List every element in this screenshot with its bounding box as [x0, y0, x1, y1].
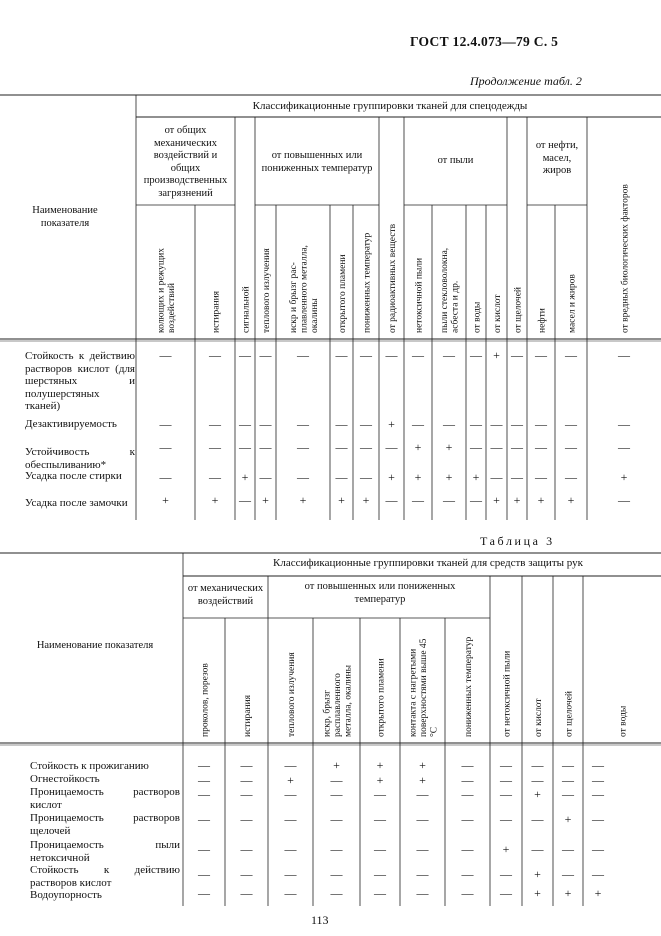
table2-cell: + [445, 470, 453, 484]
table3-cell: — [374, 812, 386, 826]
table2-cell: — [535, 417, 547, 431]
table3-cell: + [502, 842, 510, 856]
table3-cell: — [240, 812, 253, 826]
table3-cell: — [284, 867, 297, 881]
table2-cell: + [493, 348, 500, 362]
table2-cell: — [565, 348, 577, 362]
table2-cell: + [262, 493, 269, 507]
table2-cell: + [414, 440, 422, 454]
table3-cell: — [198, 842, 210, 856]
table3-cell: + [564, 886, 572, 900]
table2-cell: — [209, 440, 221, 454]
table3-cell: — [562, 773, 574, 787]
table2-cell: — [470, 493, 482, 507]
table2-group-header: от общих механических воздействий и общих производственных загрязнений [143, 125, 228, 199]
table3-cell: — [374, 787, 386, 801]
table2-cell: + [241, 470, 249, 484]
table3-cell: — [500, 886, 512, 900]
table3-cell: + [564, 812, 572, 826]
table3-cell: — [531, 758, 544, 772]
table2-row-label: Усадка после стирки [25, 470, 122, 482]
table2-cell: — [239, 493, 251, 507]
table3-cell: + [333, 758, 340, 772]
table2-cell: — [335, 417, 348, 431]
table3-cell: — [284, 886, 297, 900]
table2-cell: — [209, 470, 221, 484]
table3-cell: — [562, 758, 574, 772]
table3-cell: — [461, 886, 474, 900]
table3-column-header: от кислот [533, 698, 544, 737]
table3-cell: — [330, 842, 343, 856]
table2-cell: + [414, 470, 422, 484]
table2-cell: — [385, 440, 398, 454]
table2-column-header: масел и жиров [567, 274, 578, 333]
table2-cell: — [412, 417, 424, 431]
table2-column-header: теплового излучения [261, 248, 272, 333]
table2-column-header: искр и брызг рас-плавленного металла,окалины [288, 245, 320, 333]
table2-cell: — [535, 348, 547, 362]
table3-cell: + [287, 773, 294, 787]
table3-column-header: истирания [242, 694, 253, 737]
table2-cell: — [511, 440, 523, 454]
table3-column-header: от щелочей [564, 690, 575, 737]
table3-cell: — [416, 886, 429, 900]
table2-cell: + [620, 470, 628, 484]
table3-cell: — [416, 867, 429, 881]
table3-row-label: Огнестойкость [30, 773, 100, 785]
table3-group-header: от повышенных или пониженных температур [304, 581, 456, 605]
table2-cell: — [239, 417, 251, 431]
table3-row-label: Водоупорность [30, 889, 102, 901]
table2-column-header: нефти [537, 308, 548, 333]
table2-super-header: Классификационные группировки тканей для спецодежды [252, 100, 528, 112]
table-continuation-label: Продолжение табл. 2 [470, 74, 582, 88]
table3-column-header: открытого пламени [376, 658, 387, 737]
table3-cell: + [419, 773, 426, 787]
table2-cell: — [209, 348, 221, 362]
table3-cell: — [240, 842, 253, 856]
table2-cell: — [490, 440, 503, 454]
table2-cell: — [159, 440, 172, 454]
table3-cell: — [592, 812, 604, 826]
table3-cell: — [461, 787, 474, 801]
table3-cell: — [500, 773, 512, 787]
table2-cell: — [443, 417, 455, 431]
table3-row-label: Стойкость к действию растворов кислот [30, 864, 180, 889]
table3-cell: — [461, 773, 474, 787]
table3-column-header: от нетоксичной пыли [502, 650, 513, 737]
table2-cell: — [360, 470, 372, 484]
table3-cell: + [534, 787, 541, 801]
table3-cell: — [284, 758, 297, 772]
table2-cell: + [362, 493, 370, 507]
table3-cell: — [500, 787, 512, 801]
table3-cell: — [531, 773, 544, 787]
table2-cell: — [209, 417, 221, 431]
table3-super-header: Классификационные группировки тканей для средств защиты рук [273, 557, 583, 569]
table2-column-header: от кислот [492, 294, 503, 333]
table3-cell: — [461, 867, 474, 881]
table2-cell: — [565, 417, 577, 431]
table2-cell: + [388, 470, 395, 484]
table3-cell: + [376, 773, 384, 787]
table3-row-label: Проницаемость растворов кислот [30, 786, 180, 811]
table2-cell: — [618, 348, 630, 362]
table2-cell: — [470, 348, 482, 362]
table2-cell: — [239, 440, 251, 454]
table2-cell: — [159, 417, 172, 431]
table2-cell: — [565, 440, 577, 454]
table3-cell: — [416, 812, 429, 826]
table3-cell: — [240, 758, 253, 772]
table3-cell: — [240, 867, 253, 881]
table3-cell: — [416, 842, 429, 856]
table2-column-header: от вредных биологических факторов [620, 184, 631, 333]
table3-cell: — [531, 812, 544, 826]
table3-column-header: теплового излучения [286, 652, 297, 737]
table2-cell: — [335, 440, 348, 454]
table2-row-label: Устойчивость к обеспыливанию* [25, 446, 135, 471]
table3-cell: — [461, 842, 474, 856]
table3-cell: — [416, 787, 429, 801]
table2-cell: + [299, 493, 307, 507]
table3-cell: — [198, 773, 210, 787]
page-header: ГОСТ 12.4.073—79 С. 5 [410, 34, 559, 49]
table3-cell: — [198, 758, 210, 772]
table3-cell: — [330, 773, 343, 787]
table2-cell: — [297, 470, 309, 484]
table2-cell: — [360, 348, 372, 362]
table2-cell: — [159, 470, 172, 484]
table2-cell: — [535, 440, 547, 454]
table3-cell: — [592, 787, 604, 801]
table3-cell: — [330, 867, 343, 881]
table2-group-header: от пыли [437, 155, 474, 166]
table2-cell: — [490, 417, 503, 431]
table3-group-header: от механических воздействий [187, 583, 264, 607]
table3-cell: — [374, 842, 386, 856]
table3-cell: — [592, 842, 604, 856]
table2-column-header: от щелочей [513, 286, 524, 333]
table2-column-header: пыли стекловолокна,асбеста и др. [440, 247, 461, 333]
table2-column-header: от воды [472, 301, 483, 333]
table2-cell: — [511, 470, 523, 484]
table3-cell: — [330, 787, 343, 801]
table2-group-header: от нефти, масел, жиров [535, 140, 579, 176]
table2-cell: — [297, 417, 309, 431]
table2-cell: — [360, 440, 372, 454]
table2-cell: — [443, 493, 455, 507]
table3-cell: — [461, 758, 474, 772]
table2-cell: — [412, 348, 424, 362]
table2-cell: — [618, 493, 630, 507]
table2-column-header: истирания [211, 290, 222, 333]
table2-column-header: колющих и режущихвоздействий [156, 247, 178, 333]
table3-row-label: Проницаемость пыли нетоксичной [30, 839, 180, 864]
table3-cell: + [419, 758, 426, 772]
table2-cell: + [445, 440, 453, 454]
table2-column-header: от радиоактивных веществ [387, 223, 398, 333]
table2-cell: — [535, 470, 547, 484]
table3-cell: + [534, 867, 541, 881]
table3-cell: — [531, 842, 544, 856]
table2-cell: — [159, 348, 172, 362]
table2-cell: — [297, 348, 309, 362]
table3-row-label: Стойкость к прожиганию [30, 760, 149, 772]
table2-cell: — [239, 348, 251, 362]
table3-cell: — [562, 842, 574, 856]
table2-cell: — [511, 348, 523, 362]
table3-row-label: Проницаемость растворов щелочей [30, 812, 180, 837]
table2-cell: + [513, 493, 521, 507]
table2-cell: — [511, 417, 523, 431]
table2-cell: — [335, 348, 348, 362]
table3-cell: — [592, 758, 604, 772]
page-number: 113 [311, 913, 329, 927]
table2-row-label: Стойкость к действию растворов кислот (для шерстяных и полушерстяных тканей) [25, 350, 135, 413]
table3-cell: — [330, 812, 343, 826]
table2-cell: + [388, 417, 395, 431]
table-3-caption: Таблица 3 [480, 534, 555, 548]
table2-cell: — [259, 470, 272, 484]
table3-column-header: контакта с нагретымиповерхностями выше 45°С [408, 638, 440, 737]
table3-cell: — [562, 787, 574, 801]
table2-row-label: Усадка после замочки [25, 497, 128, 509]
table2-cell: + [567, 493, 575, 507]
table3-cell: — [284, 842, 297, 856]
table2-column-header: сигнальной [241, 286, 252, 333]
table2-cell: — [385, 493, 398, 507]
table3-cell: — [240, 787, 253, 801]
table3-cell: — [240, 886, 253, 900]
table2-cell: + [493, 493, 500, 507]
table3-cell: + [594, 886, 602, 900]
table3-cell: — [592, 773, 604, 787]
table2-column-header: нетоксичной пыли [414, 257, 425, 333]
table3-cell: — [374, 886, 386, 900]
table2-cell: — [412, 493, 424, 507]
table2-cell: — [470, 440, 482, 454]
table2-cell: + [211, 493, 219, 507]
table2-column-header: открытого пламени [337, 254, 348, 333]
table3-cell: — [240, 773, 253, 787]
table2-cell: + [338, 493, 345, 507]
table2-cell: — [385, 348, 398, 362]
table3-column-header: проколов, порезов [200, 663, 211, 737]
table3-cell: — [500, 812, 512, 826]
table3-name-header: Наименование показателя [36, 640, 154, 651]
table2-group-header: от повышенных или пониженных температур [261, 150, 373, 174]
table3-cell: + [376, 758, 384, 772]
table2-cell: + [537, 493, 545, 507]
table2-cell: — [443, 348, 455, 362]
table2-cell: — [565, 470, 577, 484]
table3-column-header: пониженных температур [463, 636, 474, 737]
table3-column-header: от воды [618, 705, 629, 737]
table3-cell: + [534, 886, 541, 900]
table2-column-header: пониженных температур [362, 232, 373, 333]
table3-cell: — [562, 867, 574, 881]
table2-cell: — [297, 440, 309, 454]
table3-cell: — [284, 812, 297, 826]
table3-cell: — [198, 886, 210, 900]
table2-cell: — [259, 417, 272, 431]
table3-cell: — [461, 812, 474, 826]
table3-cell: — [592, 867, 604, 881]
table2-cell: — [490, 470, 503, 484]
table2-name-header: Наименование показателя [32, 205, 98, 229]
table2-cell: — [259, 440, 272, 454]
table2-cell: — [335, 470, 348, 484]
table3-cell: — [500, 867, 512, 881]
table3-cell: — [284, 787, 297, 801]
table3-cell: — [198, 787, 210, 801]
table3-cell: — [330, 886, 343, 900]
table2-cell: — [259, 348, 272, 362]
table3-cell: — [198, 867, 210, 881]
table2-cell: — [360, 417, 372, 431]
table2-cell: — [618, 440, 630, 454]
table2-row-label: Дезактивируемость [25, 418, 117, 430]
table2-cell: + [472, 470, 480, 484]
table2-cell: — [618, 417, 630, 431]
table2-cell: + [162, 493, 169, 507]
table3-cell: — [198, 812, 210, 826]
table3-cell: — [374, 867, 386, 881]
table3-cell: — [500, 758, 512, 772]
table3-column-header: искр, брызграсплавленногометалла, окалины [322, 664, 354, 737]
table2-cell: — [470, 417, 482, 431]
